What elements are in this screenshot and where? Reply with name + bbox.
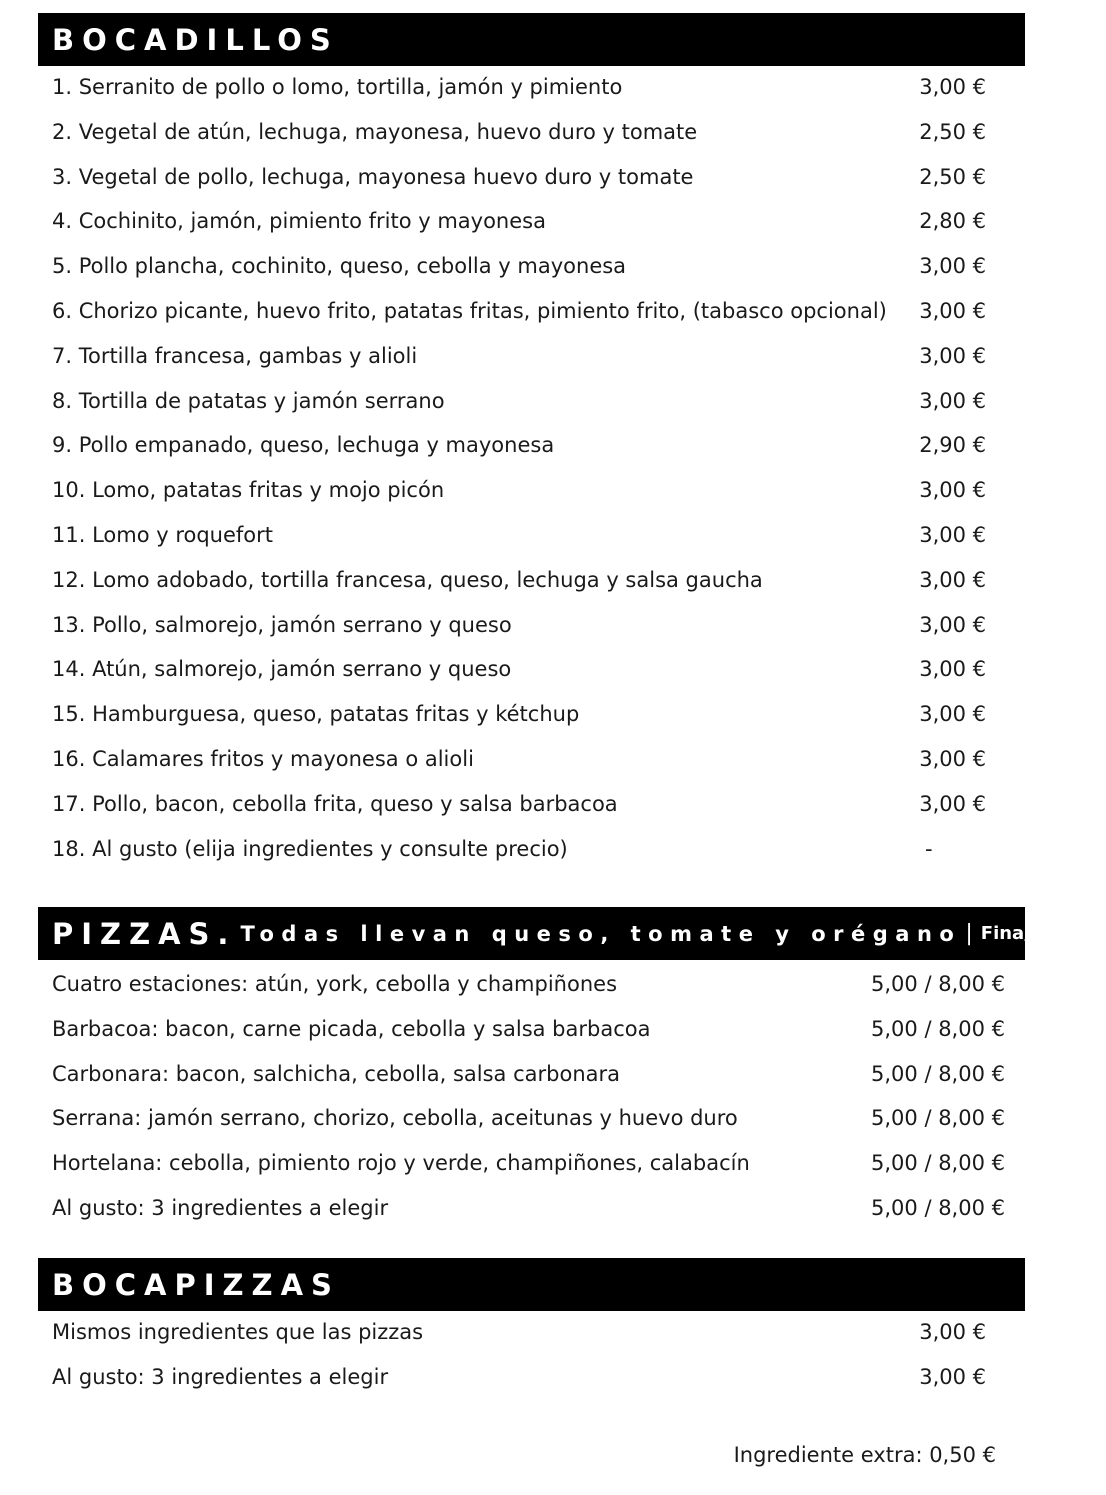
menu-item-name: 9. Pollo empanado, queso, lechuga y mayonesa (52, 433, 555, 458)
pizzas-subtitle: Todas llevan queso, tomate y orégano (240, 921, 962, 946)
menu-item-price: 3,00 € (919, 388, 986, 413)
menu-item-price: 3,00 € (919, 254, 986, 279)
menu-item-name: 18. Al gusto (elija ingredientes y consulte precio) (52, 836, 568, 861)
menu-item-price: 5,00 / 8,00 € (871, 1016, 1005, 1041)
menu-item-name: 11. Lomo y roquefort (52, 523, 274, 547)
bocadillos-title: BOCADILLOS (52, 22, 339, 57)
menu-item-price: 3,00 € (919, 75, 986, 99)
pizzas-columns-label: Fina/Rústica (980, 923, 1106, 944)
menu-item-price: 3,00 € (919, 657, 986, 682)
menu-item-name: 17. Pollo, bacon, cebolla frita, queso y salsa barbacoa (52, 791, 618, 816)
menu-item-name: 7. Tortilla francesa, gambas y alioli (52, 343, 418, 368)
menu-item-price: 3,00 € (919, 1320, 986, 1344)
menu-item-price: 3,00 € (919, 612, 986, 637)
menu-item-name: Cuatro estaciones: atún, york, cebolla y champiñones (52, 972, 618, 996)
menu-item-price: 5,00 / 8,00 € (871, 1196, 1005, 1220)
menu-item-name: Mismos ingredientes que las pizzas (52, 1320, 424, 1344)
menu-item-name: Al gusto: 3 ingredientes a elegir (52, 1196, 389, 1220)
menu-item-name: 5. Pollo plancha, cochinito, queso, cebolla y mayonesa (52, 254, 627, 279)
menu-item-name: Carbonara: bacon, salchicha, cebolla, salsa carbonara (52, 1061, 621, 1086)
menu-item-name: 1. Serranito de pollo o lomo, tortilla, jamón y pimiento (52, 75, 623, 99)
menu-item-price: 2,50 € (919, 119, 986, 144)
menu-item-name: 3. Vegetal de pollo, lechuga, mayonesa huevo duro y tomate (52, 164, 694, 189)
menu-item-name: Hortelana: cebolla, pimiento rojo y verde, champiñones, calabacín (52, 1151, 750, 1176)
menu-item-price: 5,00 / 8,00 € (871, 1106, 1005, 1131)
pizzas-header (38, 907, 1106, 960)
menu-item-price: 5,00 / 8,00 € (871, 972, 1005, 996)
menu-item-name: 6. Chorizo picante, huevo frito, patatas fritas, pimiento frito, (tabasco opcional) (52, 299, 887, 323)
pizzas-title: PIZZAS. (52, 916, 237, 951)
menu-item-name: 2. Vegetal de atún, lechuga, mayonesa, huevo duro y tomate (52, 119, 698, 144)
menu-item-price: 3,00 € (919, 791, 986, 816)
menu-item-price: 5,00 / 8,00 € (871, 1061, 1005, 1086)
menu-item-name: 12. Lomo adobado, tortilla francesa, queso, lechuga y salsa gaucha (52, 567, 763, 592)
extra-ingredient-note: Ingrediente extra: 0,50 € (733, 1443, 996, 1467)
menu-item-name: 10. Lomo, patatas fritas y mojo picón (52, 478, 445, 503)
menu-item-price: 2,80 € (919, 209, 986, 234)
menu-item-price: 3,00 € (919, 1365, 986, 1389)
menu-item-price: 2,90 € (919, 433, 986, 458)
menu-item-name: 8. Tortilla de patatas y jamón serrano (52, 388, 445, 413)
menu-item-price: 3,00 € (919, 747, 986, 771)
menu-item-price: 3,00 € (919, 478, 986, 503)
menu-item-price: 3,00 € (919, 299, 986, 323)
menu-item-name: 15. Hamburguesa, queso, patatas fritas y kétchup (52, 702, 580, 727)
menu-item-name: Barbacoa: bacon, carne picada, cebolla y salsa barbacoa (52, 1016, 651, 1041)
menu-item-name: 14. Atún, salmorejo, jamón serrano y queso (52, 657, 512, 682)
menu-item-price: 3,00 € (919, 567, 986, 592)
menu-item-price: 3,00 € (919, 702, 986, 727)
menu-item-name: 16. Calamares fritos y mayonesa o alioli (52, 747, 474, 771)
menu-item-price: 3,00 € (919, 343, 986, 368)
menu-item-price: - (925, 836, 933, 861)
menu-item-name: 4. Cochinito, jamón, pimiento frito y mayonesa (52, 209, 546, 234)
menu-item-name: Al gusto: 3 ingredientes a elegir (52, 1365, 389, 1389)
menu-item-price: 3,00 € (919, 523, 986, 547)
menu-item-name: 13. Pollo, salmorejo, jamón serrano y queso (52, 612, 512, 637)
pizzas-separator: | (965, 921, 973, 946)
bocadillos-header (38, 13, 1025, 66)
bocapizzas-header (38, 1258, 1025, 1311)
menu-item-price: 2,50 € (919, 164, 986, 189)
menu-item-name: Serrana: jamón serrano, chorizo, cebolla, aceitunas y huevo duro (52, 1106, 738, 1131)
bocapizzas-title: BOCAPIZZAS (52, 1267, 340, 1302)
menu-item-price: 5,00 / 8,00 € (871, 1151, 1005, 1176)
